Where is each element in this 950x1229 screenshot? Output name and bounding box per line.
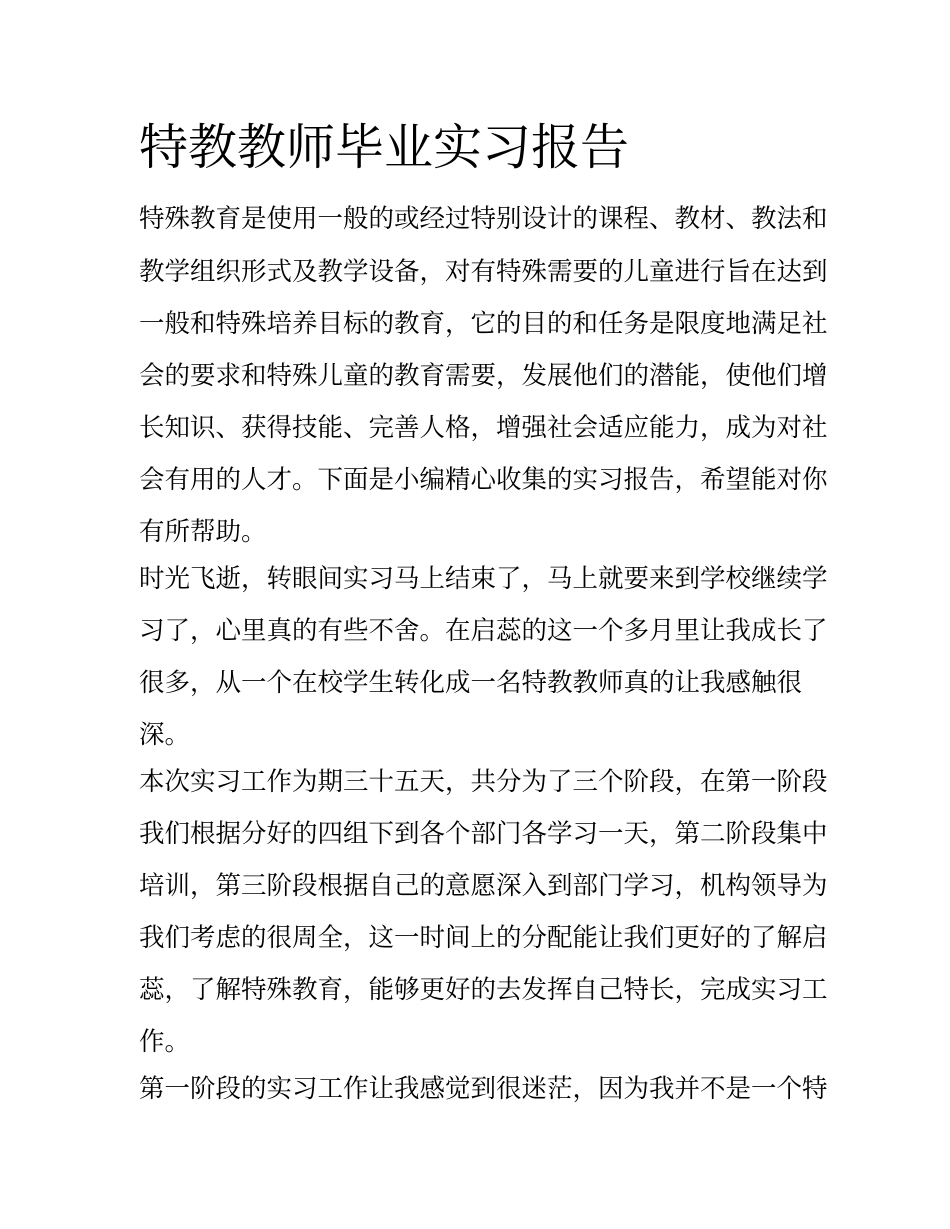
text-line: 作。 <box>139 1027 191 1057</box>
text-line: 特殊教育是使用一般的或经过特别设计的课程、教材、教法和 <box>139 204 828 234</box>
text-line: 教学组织形式及教学设备，对有特殊需要的儿童进行旨在达到 <box>139 257 828 287</box>
document-title: 特教教师毕业实习报告 <box>139 119 630 176</box>
text-line: 习了，心里真的有些不舍。在启蕊的这一个多月里让我成长了 <box>139 616 828 646</box>
text-line: 深。 <box>139 720 191 750</box>
text-line: 我们考虑的很周全，这一时间上的分配能让我们更好的了解启 <box>139 923 828 953</box>
text-line: 有所帮助。 <box>139 517 267 547</box>
text-line: 培训，第三阶段根据自己的意愿深入到部门学习，机构领导为 <box>139 871 828 901</box>
text-line: 会的要求和特殊儿童的教育需要，发展他们的潜能，使他们增 <box>139 361 828 391</box>
text-line: 很多，从一个在校学生转化成一名特教教师真的让我感触很 <box>139 668 803 698</box>
text-line: 蕊，了解特殊教育，能够更好的去发挥自己特长，完成实习工 <box>139 975 828 1005</box>
text-line: 第一阶段的实习工作让我感觉到很迷茫，因为我并不是一个特 <box>139 1074 828 1104</box>
text-line: 长知识、获得技能、完善人格，增强社会适应能力，成为对社 <box>139 413 828 443</box>
text-line: 本次实习工作为期三十五天，共分为了三个阶段，在第一阶段 <box>139 767 828 797</box>
text-line: 我们根据分好的四组下到各个部门各学习一天，第二阶段集中 <box>139 819 828 849</box>
text-line: 时光飞逝，转眼间实习马上结束了，马上就要来到学校继续学 <box>139 564 828 594</box>
text-line: 会有用的人才。下面是小编精心收集的实习报告，希望能对你 <box>139 465 828 495</box>
text-line: 一般和特殊培养目标的教育，它的目的和任务是限度地满足社 <box>139 309 828 339</box>
